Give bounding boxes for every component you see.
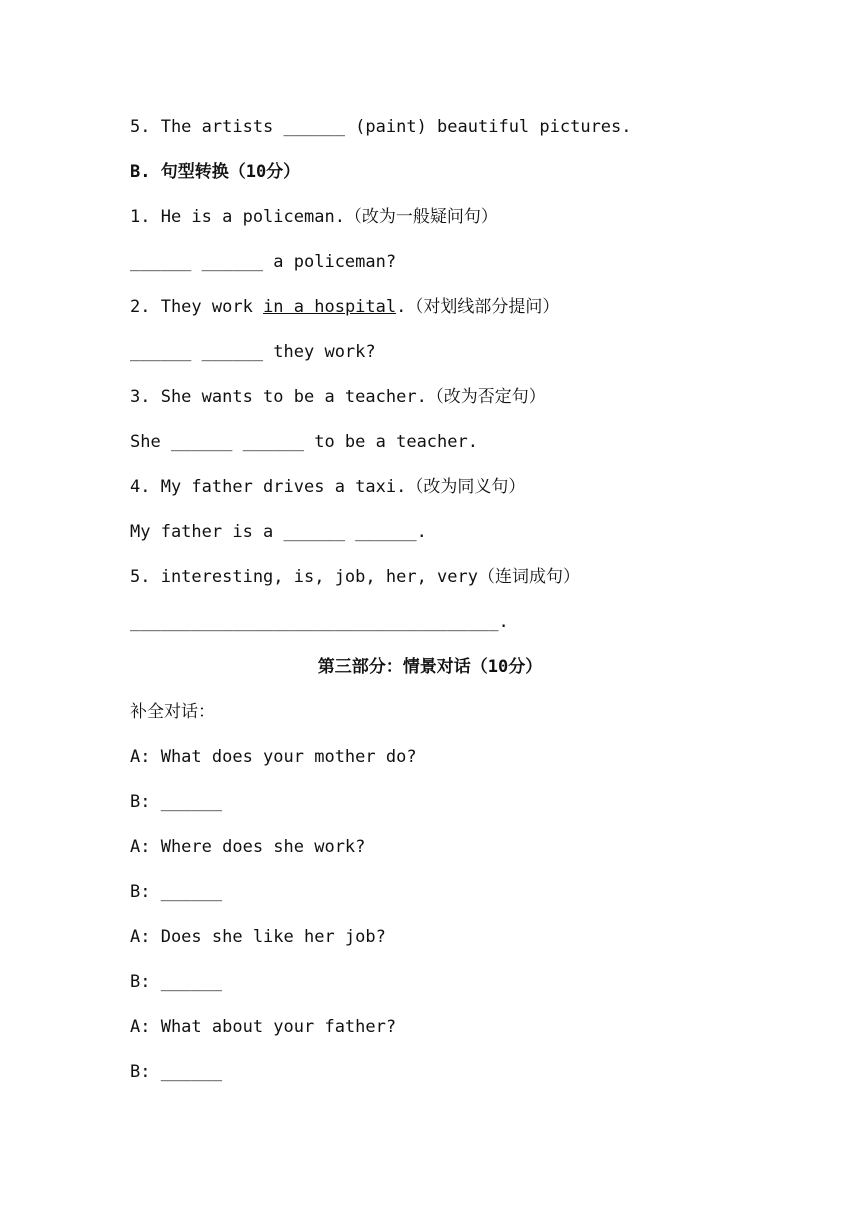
transform-question-1: 1. He is a policeman.（改为一般疑问句） [130,207,498,227]
dialogue-line: B: ______ [130,792,223,812]
question-5-fill-blank: 5. The artists ______ (paint) beautiful pictures. [130,117,632,137]
question-2-prefix: 2. They work [130,297,264,317]
dialogue-line: A: Does she like her job? [130,927,386,947]
dialogue-line: B: ______ [130,882,223,902]
transform-answer-2: ______ ______ they work? [130,342,376,362]
transform-question-5: 5. interesting, is, job, her, very（连词成句） [130,567,580,587]
dialogue-line: A: Where does she work? [130,837,366,857]
underlined-phrase: in a hospital [263,297,397,317]
section-b-heading: B. 句型转换（10分） [130,162,301,182]
transform-answer-1: ______ ______ a policeman? [130,252,397,272]
transform-question-3: 3. She wants to be a teacher.（改为否定句） [130,387,546,407]
dialogue-line: A: What about your father? [130,1017,397,1037]
dialogue-line: A: What does your mother do? [130,747,417,767]
dialogue-line: B: ______ [130,1062,223,1082]
part-3-heading: 第三部分：情景对话（10分） [317,657,543,677]
transform-question-4: 4. My father drives a taxi.（改为同义句） [130,477,526,497]
transform-answer-4: My father is a ______ ______. [130,522,427,542]
transform-question-2 [130,292,830,322]
dialogue-instruction: 补全对话： [130,702,215,722]
question-2-suffix: .（对划线部分提问） [396,297,560,317]
transform-answer-5: ____________________________________. [130,612,509,632]
transform-answer-3: She ______ ______ to be a teacher. [130,432,478,452]
dialogue-line: B: ______ [130,972,223,992]
